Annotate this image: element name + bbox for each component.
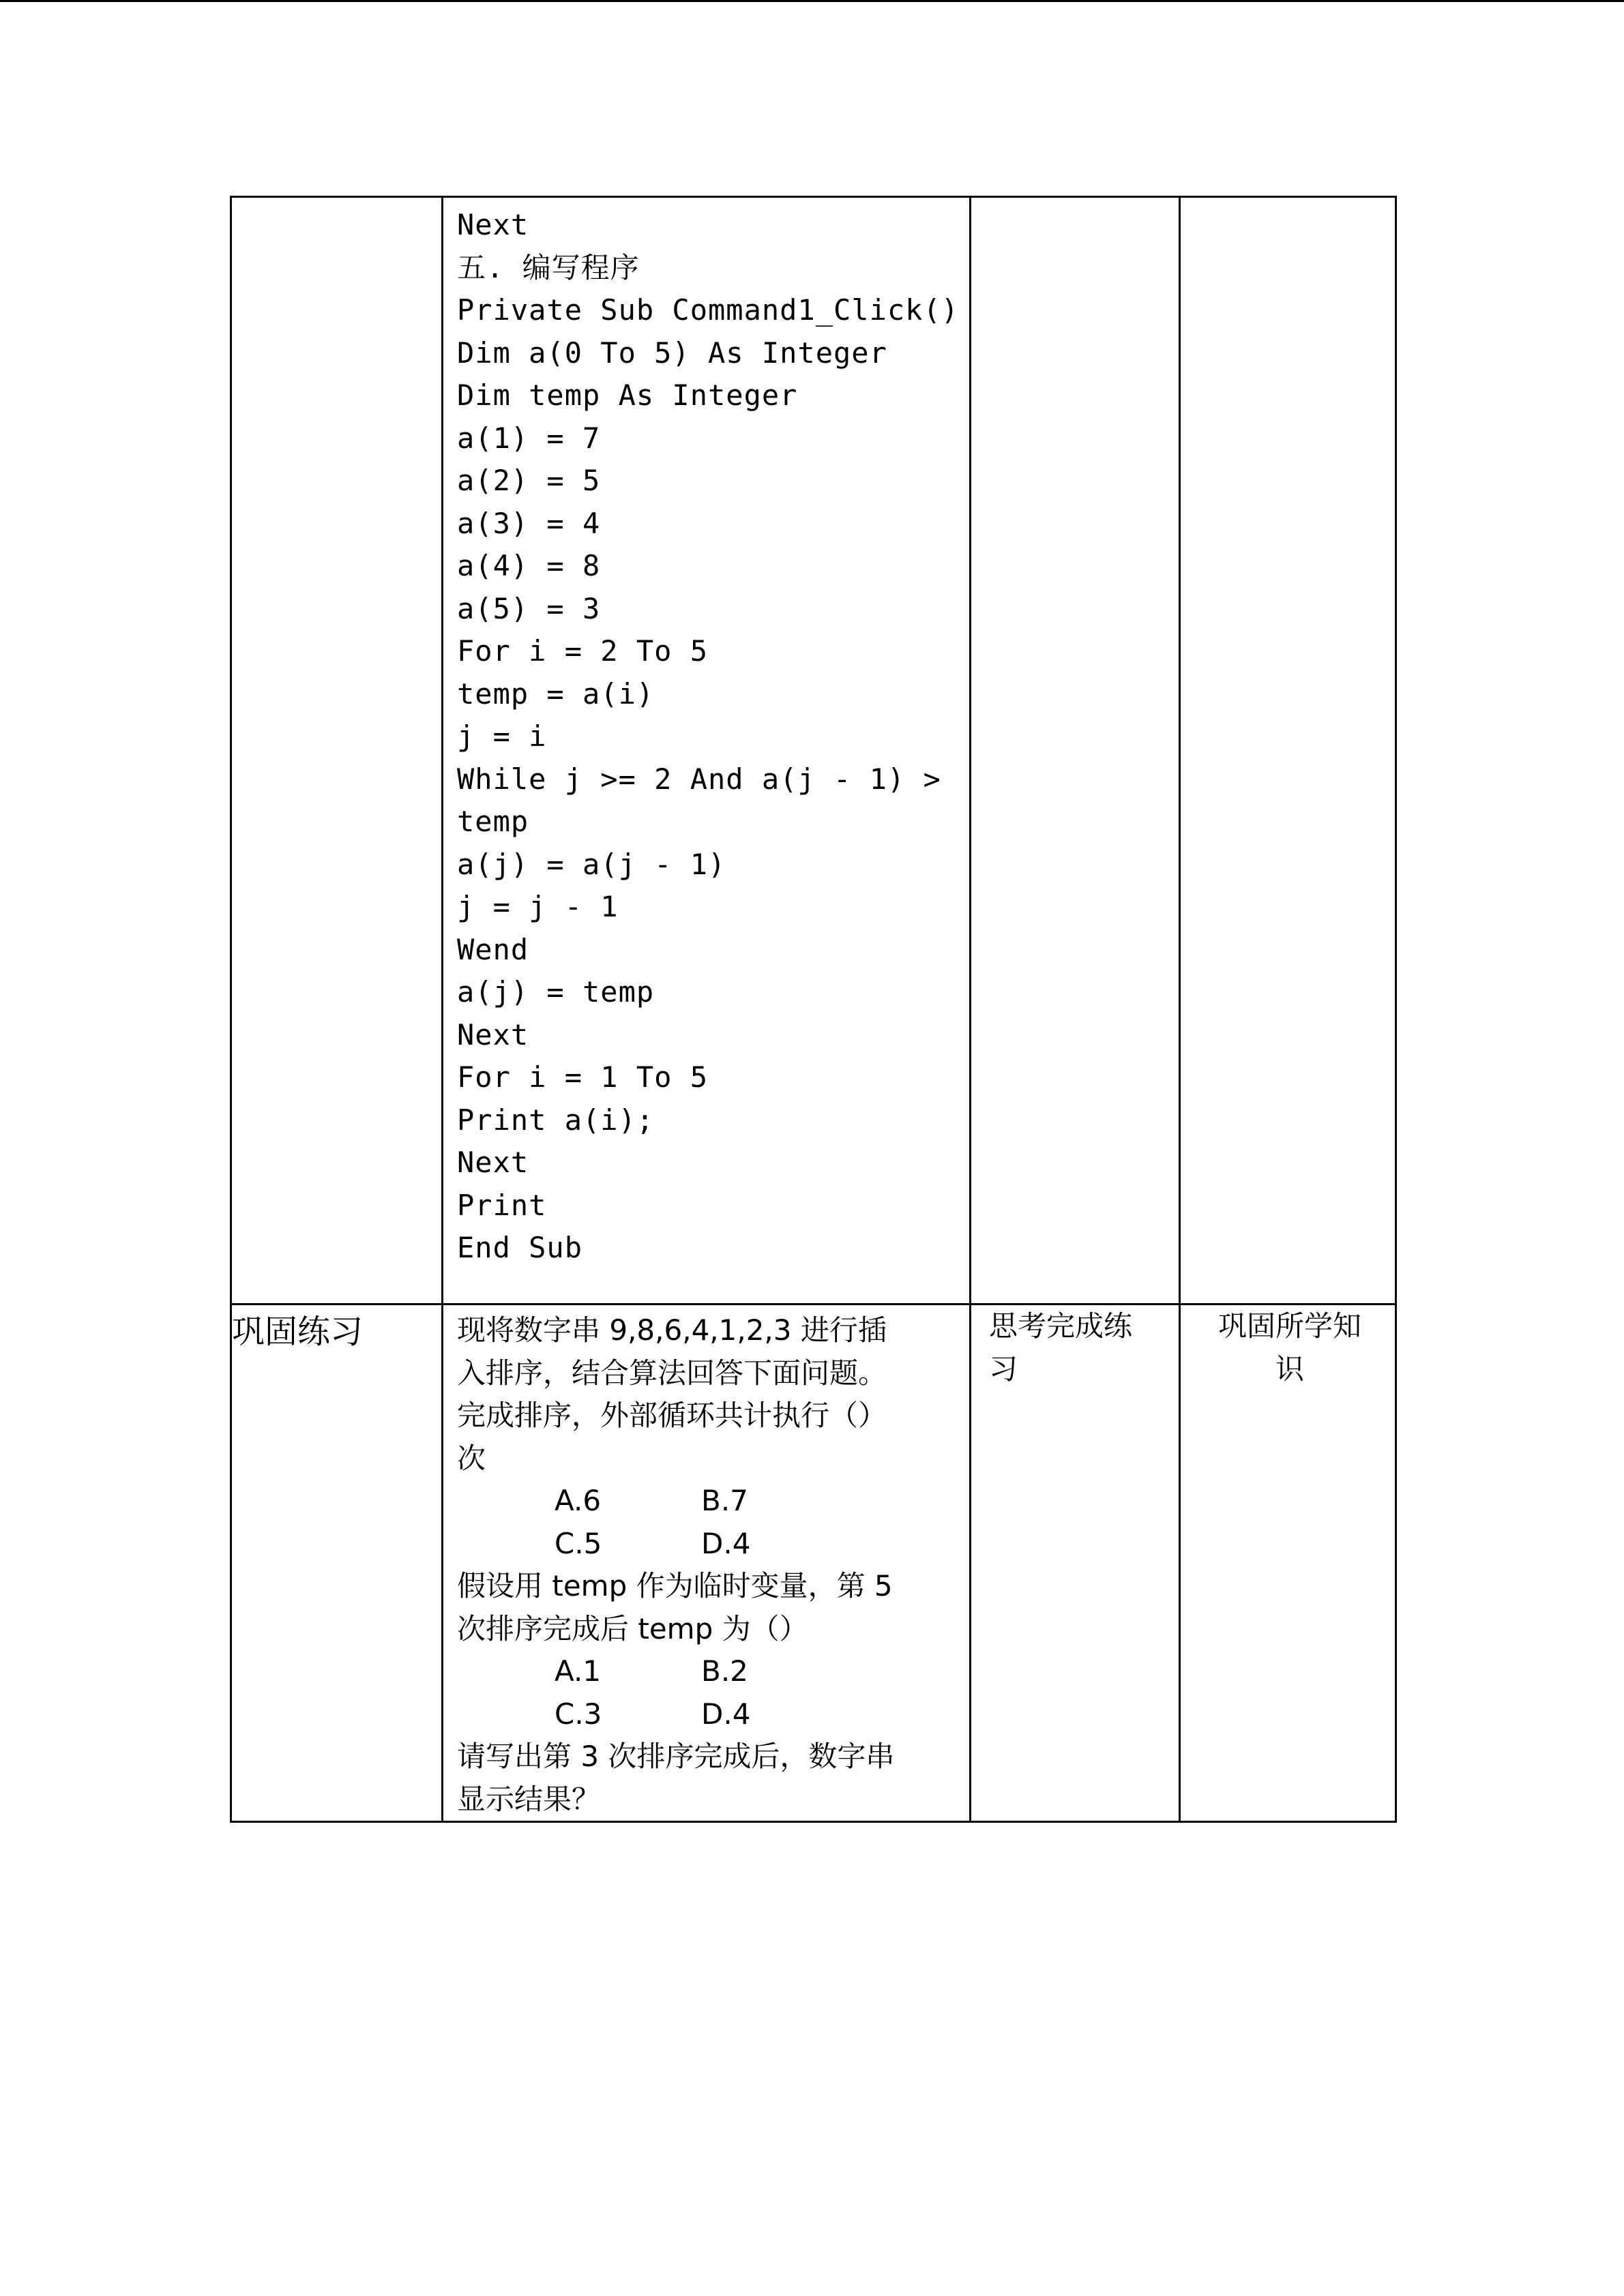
student-activity-text <box>971 1305 1179 1390</box>
answer-option: D.4 <box>701 1697 751 1731</box>
student-activity-cell <box>971 1304 1180 1822</box>
code-row-activity-cell <box>971 197 1180 1304</box>
question-text-line: 次 <box>457 1441 486 1475</box>
option-row <box>457 1693 960 1736</box>
code-line: temp <box>457 805 529 838</box>
question-text-line: 入排序，结合算法回答下面问题。 <box>457 1356 887 1390</box>
code-line: temp = a(i) <box>457 676 655 711</box>
answer-option: B.7 <box>701 1484 748 1517</box>
lesson-plan-table <box>230 196 1397 1823</box>
code-line: a(2) = 5 <box>457 464 601 497</box>
answer-option: D.4 <box>701 1526 751 1560</box>
design-intent-text <box>1181 1305 1395 1390</box>
question-text-line: 现将数字串 9,8,6,4,1,2,3 进行插 <box>457 1313 887 1347</box>
code-line: While j >= 2 And a(j - 1) > <box>457 762 941 796</box>
answer-option: B.2 <box>701 1654 748 1688</box>
practice-questions <box>443 1305 969 1821</box>
question-2-options <box>457 1650 960 1735</box>
design-intent-line: 巩固所学知 <box>1217 1309 1361 1343</box>
question-text-line: 请写出第 3 次排序完成后，数字串 <box>457 1740 895 1773</box>
practice-label: 巩固练习 <box>231 1304 443 1822</box>
code-line: j = j - 1 <box>457 890 619 923</box>
code-content-cell <box>443 197 971 1304</box>
code-line: For i = 1 To 5 <box>457 1060 709 1094</box>
option-row <box>457 1523 960 1566</box>
code-listing <box>443 198 969 1270</box>
code-line: Wend <box>457 932 529 966</box>
code-line: Next <box>457 1146 529 1179</box>
question-1-options <box>457 1480 960 1565</box>
design-intent-cell <box>1180 1304 1396 1822</box>
code-line: Dim temp As Integer <box>457 378 798 412</box>
answer-option: A.1 <box>555 1654 602 1688</box>
code-line: For i = 2 To 5 <box>457 634 709 668</box>
answer-option: C.3 <box>555 1697 602 1731</box>
student-activity-line: 习 <box>989 1352 1018 1386</box>
page-top-rule <box>0 0 1624 2</box>
question-text-line: 完成排序，外部循环共计执行（） <box>457 1399 887 1432</box>
option-row <box>457 1650 960 1693</box>
question-text-line: 假设用 temp 作为临时变量，第 5 <box>457 1569 893 1602</box>
practice-row <box>231 1304 1396 1822</box>
student-activity-line: 思考完成练 <box>989 1309 1133 1343</box>
code-line: a(j) = temp <box>457 975 655 1009</box>
practice-content-cell <box>443 1304 971 1822</box>
code-line: j = i <box>457 719 547 753</box>
design-intent-line: 识 <box>1275 1352 1304 1386</box>
answer-option: A.6 <box>555 1484 602 1517</box>
code-line: Dim a(0 To 5) As Integer <box>457 336 887 370</box>
code-line: a(1) = 7 <box>457 421 601 455</box>
question-text-line: 显示结果？ <box>457 1782 601 1816</box>
code-line: a(5) = 3 <box>457 591 601 625</box>
code-row-label-cell <box>231 197 443 1304</box>
question-text-line: 次排序完成后 temp 为（） <box>457 1611 808 1645</box>
code-line: End Sub <box>457 1231 583 1264</box>
code-line: a(3) = 4 <box>457 506 601 540</box>
code-line: Print a(i); <box>457 1103 655 1137</box>
code-row <box>231 197 1396 1304</box>
code-line: 五. 编写程序 <box>457 250 640 284</box>
code-row-intent-cell <box>1180 197 1396 1304</box>
code-line: a(4) = 8 <box>457 549 601 582</box>
question-2 <box>457 1565 960 1650</box>
question-1 <box>457 1309 960 1480</box>
question-3 <box>457 1735 960 1821</box>
code-line: Private Sub Command1_Click() <box>457 293 960 327</box>
code-line: Next <box>457 1017 529 1052</box>
code-line: Print <box>457 1188 547 1222</box>
code-line: a(j) = a(j - 1) <box>457 847 726 881</box>
option-row <box>457 1480 960 1523</box>
answer-option: C.5 <box>555 1526 602 1560</box>
code-line: Next <box>457 208 529 241</box>
